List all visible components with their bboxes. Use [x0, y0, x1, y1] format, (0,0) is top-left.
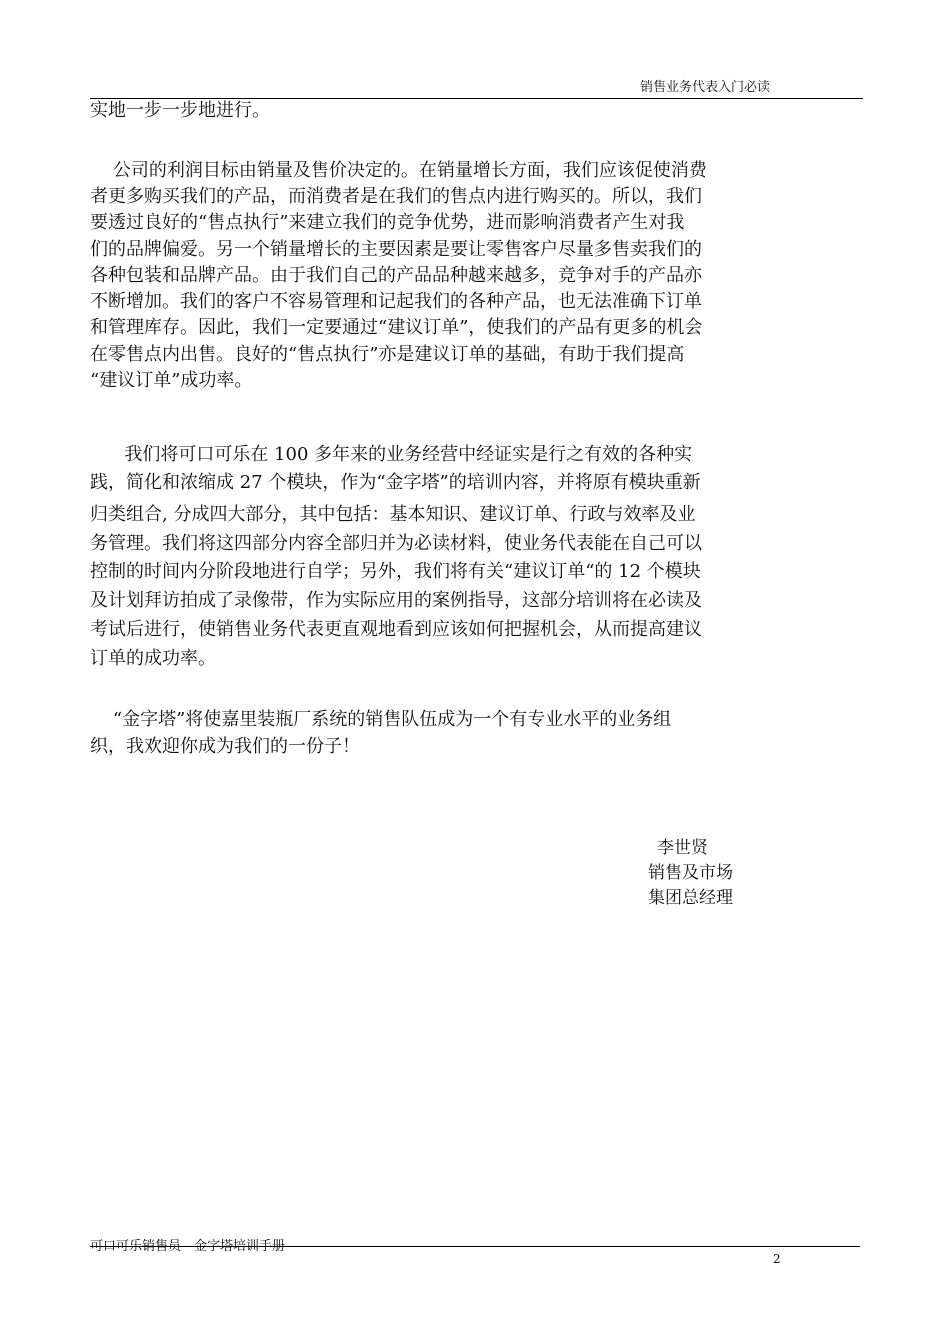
- body-line: 及计划拜访拍成了录像带，作为实际应用的案例指导，这部分培训将在必读及: [90, 590, 702, 611]
- body-line: 我们将可口可乐在 100 多年来的业务经营中经证实是行之有效的各种实: [90, 444, 693, 465]
- body-line: 们的品牌偏爱。另一个销量增长的主要因素是要让零售客户尽量多售卖我们的: [90, 239, 702, 260]
- body-line: 织，我欢迎你成为我们的一份子！: [90, 736, 360, 757]
- body-line: 公司的利润目标由销量及售价决定的。在销量增长方面，我们应该促使消费: [90, 160, 707, 181]
- body-line: 务管理。我们将这四部分内容全部归并为必读材料，使业务代表能在自己可以: [90, 533, 702, 554]
- signature-name: 李世贤: [657, 838, 708, 858]
- header-title: 销售业务代表入门必读: [640, 80, 771, 95]
- body-line: “建议订单”成功率。: [90, 370, 253, 391]
- body-line: 实地一步一步地进行。: [90, 100, 270, 121]
- body-line: 归类组合, 分成四大部分，其中包括：基本知识、建议订单、行政与效率及业: [90, 504, 696, 525]
- body-line: 和管理库存。因此，我们一定要通过“建议订单”，使我们的产品有更多的机会: [90, 317, 703, 338]
- body-line: 要透过良好的“售点执行”来建立我们的竞争优势，进而影响消费者产生对我: [90, 212, 685, 233]
- signature-dept: 销售及市场: [648, 863, 733, 883]
- body-line: “金字塔”将使嘉里装瓶厂系统的销售队伍成为一个有专业水平的业务组: [90, 709, 672, 730]
- body-line: 在零售点内出售。良好的“售点执行”亦是建议订单的基础，有助于我们提高: [90, 344, 685, 365]
- body-line: 践，简化和浓缩成 27 个模块，作为“金字塔”的培训内容，并将原有模块重新: [90, 472, 701, 493]
- body-line: 订单的成功率。: [90, 648, 216, 669]
- body-line: 不断增加。我们的客户不容易管理和记起我们的各种产品，也无法准确下订单: [90, 291, 702, 312]
- body-line: 考试后进行，使销售业务代表更直观地看到应该如何把握机会，从而提高建议: [90, 619, 702, 640]
- page-number: 2: [773, 1252, 781, 1266]
- signature-title: 集团总经理: [648, 888, 733, 908]
- footer-title: 可口可乐销售员—金字塔培训手册: [90, 1239, 286, 1254]
- footer-rule: [90, 1246, 860, 1247]
- body-line: 者更多购买我们的产品，而消费者是在我们的售点内进行购买的。所以，我们: [90, 186, 702, 207]
- body-line: 控制的时间内分阶段地进行自学；另外，我们将有关“建议订单“的 12 个模块: [90, 561, 701, 582]
- body-line: 各种包装和品牌产品。由于我们自己的产品品种越来越多，竞争对手的产品亦: [90, 265, 702, 286]
